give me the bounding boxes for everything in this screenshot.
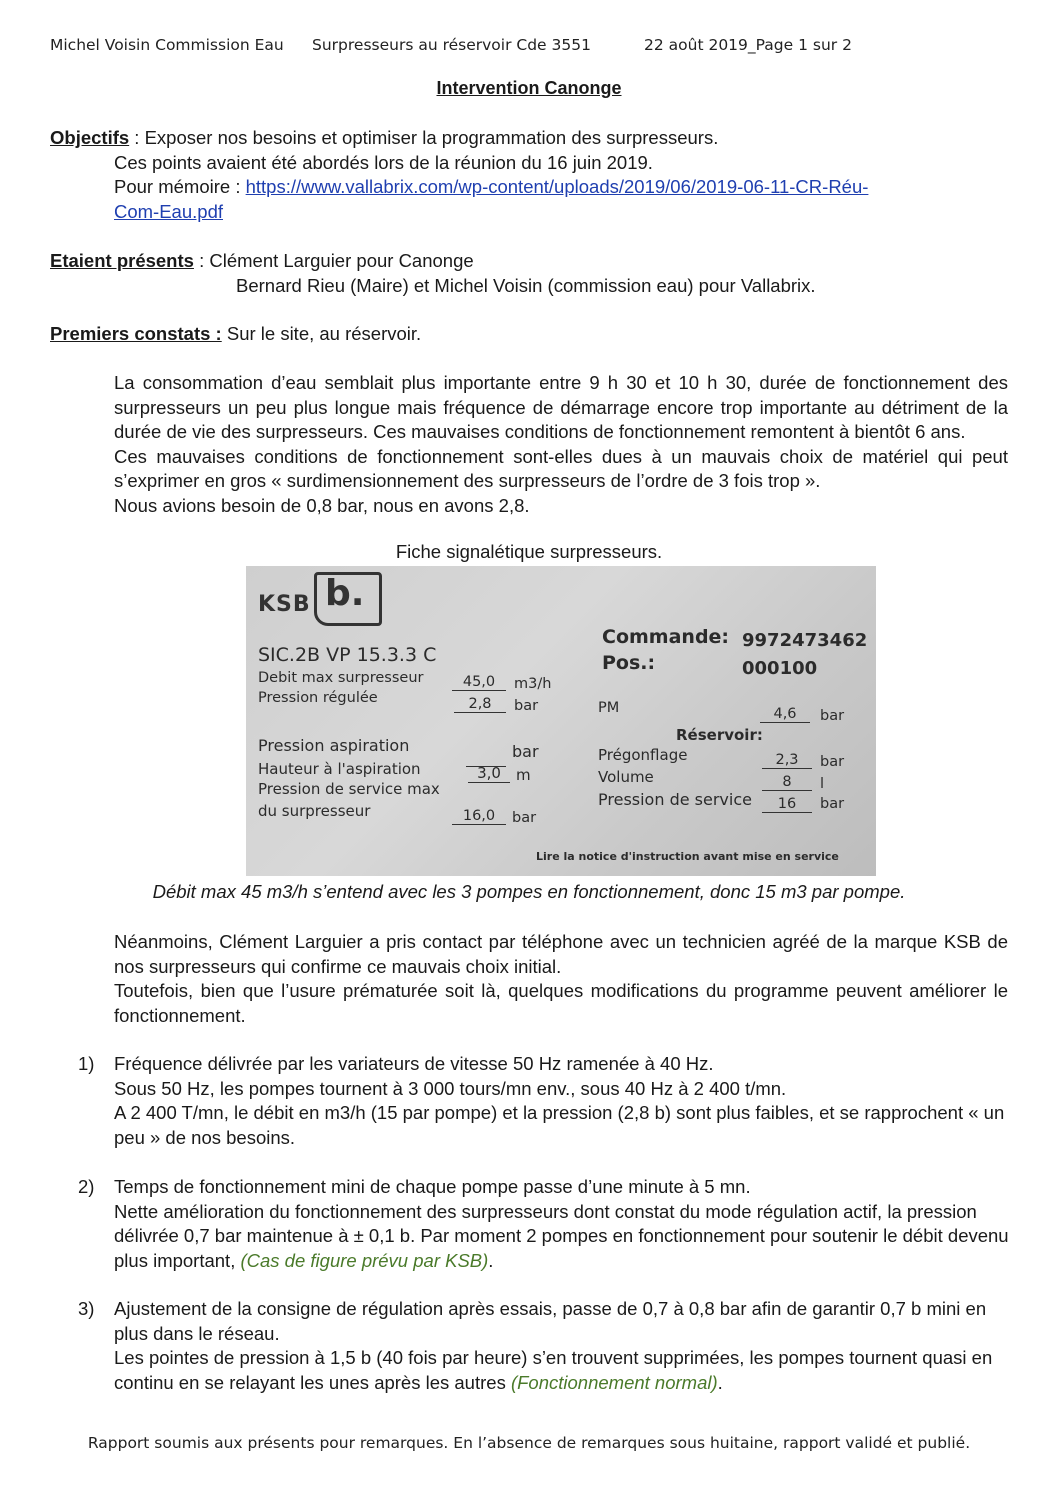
plate-pregonflage-unit: bar bbox=[820, 754, 845, 770]
memo-link-part2[interactable]: Com-Eau.pdf bbox=[114, 200, 223, 222]
objectifs-section bbox=[50, 126, 1010, 224]
plate-volume-label: Volume bbox=[598, 768, 654, 786]
technician-paragraphs bbox=[114, 930, 1008, 1028]
item-line: Les pointes de pression à 1,5 b (40 fois par heure) s’en trouvent supprimées, les pompes tournent quasi en continu en se relayant les unes après les autres bbox=[114, 1347, 993, 1393]
plate-reservoir-label: Réservoir: bbox=[676, 726, 763, 744]
item-number: 1) bbox=[78, 1053, 95, 1074]
plate-service-max-label-1: Pression de service max bbox=[258, 780, 440, 798]
page-footer: Rapport soumis aux présents pour remarques. En l’absence de remarques sous huitaine, rapport validé et publié. bbox=[87, 1434, 971, 1452]
numbered-item-2 bbox=[78, 1175, 1010, 1273]
item-line: A 2 400 T/mn, le débit en m3/h (15 par pompe) et la pression (2,8 b) sont plus faibles, et se rapprochent « un peu » de nos besoins. bbox=[114, 1102, 1005, 1148]
ksb-logo-text: KSB bbox=[258, 592, 311, 617]
plate-debit-value: 45,0 bbox=[452, 674, 506, 691]
item-number: 2) bbox=[78, 1176, 95, 1197]
item-line: Sous 50 Hz, les pompes tournent à 3 000 tours/mn env., sous 40 Hz à 2 400 t/mn. bbox=[114, 1077, 787, 1099]
plate-pression-reg-unit: bar bbox=[514, 698, 539, 714]
document-title: Intervention Canonge bbox=[436, 78, 622, 98]
plate-commande-value: 9972473462 bbox=[742, 630, 868, 651]
item-line: Fréquence délivrée par les variateurs de vitesse 50 Hz ramenée à 40 Hz. bbox=[114, 1053, 714, 1074]
constats-label: Premiers constats : bbox=[50, 323, 222, 344]
paragraph-technicien: Néanmoins, Clément Larguier a pris contact par téléphone avec un technicien agréé de la marque KSB de nos surpresseurs qui confirme ce mauvais choix initial. bbox=[114, 931, 1008, 977]
objectifs-label: Objectifs bbox=[50, 127, 130, 148]
photo-heading: Fiche signalétique surpresseurs. bbox=[395, 541, 663, 562]
paragraph-consommation: La consommation d’eau semblait plus importante entre 9 h 30 et 10 h 30, durée de fonctionnement des surpresseurs un peu plus longue mais fréquence de démarrage encore trop importante au détriment de la durée de vie des surpresseurs. Ces mauvaises conditions de fonctionnement remontent à bientôt 6 ans. bbox=[114, 372, 1008, 442]
header-subject: Surpresseurs au réservoir Cde 3551 bbox=[312, 36, 591, 54]
presents-label: Etaient présents bbox=[50, 250, 194, 271]
plate-pression-service-value: 16 bbox=[762, 796, 812, 813]
plate-pression-service-label: Pression de service bbox=[598, 790, 752, 809]
plate-pregonflage-value: 2,3 bbox=[762, 752, 812, 769]
plate-pos-label: Pos.: bbox=[602, 652, 656, 674]
presents-section bbox=[50, 249, 1010, 298]
plate-debit-unit: m3/h bbox=[514, 676, 552, 692]
item-note-end: . bbox=[488, 1249, 494, 1271]
plate-debit-label: Debit max surpresseur bbox=[258, 670, 424, 686]
plate-pm-value: 4,6 bbox=[760, 706, 810, 723]
plate-aspiration-label: Pression aspiration bbox=[258, 736, 410, 755]
item-line: Nette amélioration du fonctionnement des surpresseurs dont constat du mode régulation actif, la pression délivrée 0,7 bar maintenue à ± 0,1 b. Par moment 2 pompes en fonctionnement pour soutenir le débit devenu plus important, bbox=[114, 1200, 1009, 1271]
header-author: Michel Voisin Commission Eau bbox=[50, 36, 284, 54]
memo-link-part1[interactable]: https://www.vallabrix.com/wp-content/uploads/2019/06/2019-06-11-CR-Réu- bbox=[245, 176, 869, 197]
item-note: (Cas de figure prévu par KSB) bbox=[240, 1249, 489, 1271]
plate-pregonflage-label: Prégonflage bbox=[598, 746, 688, 764]
plate-notice: Lire la notice d'instruction avant mise en service bbox=[536, 850, 839, 863]
ksb-logo-mark bbox=[314, 572, 382, 626]
numbered-item-3 bbox=[78, 1297, 1010, 1395]
plate-pression-reg-label: Pression régulée bbox=[258, 690, 378, 706]
nameplate-photo bbox=[246, 566, 876, 876]
item-line: Temps de fonctionnement mini de chaque pompe passe d’une minute à 5 mn. bbox=[114, 1176, 751, 1197]
item-number: 3) bbox=[78, 1298, 95, 1319]
plate-hauteur-unit: m bbox=[516, 766, 531, 784]
plate-aspiration-unit: bar bbox=[512, 742, 539, 761]
presents-text: : Clément Larguier pour Canonge bbox=[193, 250, 474, 271]
item-note: (Fonctionnement normal) bbox=[510, 1371, 718, 1393]
plate-service-max-unit: bar bbox=[512, 810, 537, 826]
photo-caption: Débit max 45 m3/h s’entend avec les 3 pompes en fonctionnement, donc 15 m3 par pompe. bbox=[152, 881, 906, 902]
presents-line2: Bernard Rieu (Maire) et Michel Voisin (commission eau) pour Vallabrix. bbox=[236, 274, 816, 296]
plate-service-max-value: 16,0 bbox=[452, 808, 506, 825]
paragraph-mauvais-choix: Ces mauvaises conditions de fonctionnement sont-elles dues à un mauvais choix de matériel qui peut s’exprimer en gros « surdimensionnement des surpresseurs de l’ordre de 3 fois trop ». bbox=[114, 445, 1008, 491]
header-date-page: 22 août 2019_Page 1 sur 2 bbox=[644, 36, 852, 54]
plate-pm-unit: bar bbox=[820, 708, 845, 724]
plate-commande-label: Commande: bbox=[602, 626, 730, 648]
plate-pm-label: PM bbox=[598, 700, 620, 716]
plate-model: SIC.2B VP 15.3.3 C bbox=[258, 644, 437, 666]
item-note-end: . bbox=[717, 1371, 723, 1393]
memo-prefix: Pour mémoire : bbox=[114, 176, 246, 197]
plate-volume-value: 8 bbox=[762, 774, 812, 791]
plate-hauteur-label: Hauteur à l'aspiration bbox=[258, 760, 421, 778]
constats-paragraphs bbox=[114, 371, 1008, 518]
plate-hauteur-value: 3,0 bbox=[468, 764, 510, 783]
paragraph-toutefois: Toutefois, bien que l’usure prématurée soit là, quelques modifications du programme peuvent améliorer le fonctionnement. bbox=[114, 980, 1008, 1026]
plate-volume-unit: l bbox=[820, 776, 825, 792]
constats-section bbox=[50, 322, 1010, 347]
objectifs-text: : Exposer nos besoins et optimiser la programmation des surpresseurs. bbox=[129, 127, 719, 148]
item-line: Ajustement de la consigne de régulation après essais, passe de 0,7 à 0,8 bar afin de garantir 0,7 b mini en plus dans le réseau. bbox=[114, 1298, 987, 1344]
constats-text: Sur le site, au réservoir. bbox=[221, 323, 422, 344]
objectifs-line2: Ces points avaient été abordés lors de la réunion du 16 juin 2019. bbox=[114, 151, 653, 173]
numbered-item-1 bbox=[78, 1052, 1010, 1150]
paragraph-besoin: Nous avions besoin de 0,8 bar, nous en avons 2,8. bbox=[114, 494, 530, 516]
plate-pression-reg-value: 2,8 bbox=[454, 696, 506, 713]
plate-pos-value: 000100 bbox=[742, 658, 818, 679]
plate-pression-service-unit: bar bbox=[820, 796, 845, 812]
plate-service-max-label-2: du surpresseur bbox=[258, 802, 371, 820]
ksb-logo-letter: b. bbox=[325, 573, 365, 614]
